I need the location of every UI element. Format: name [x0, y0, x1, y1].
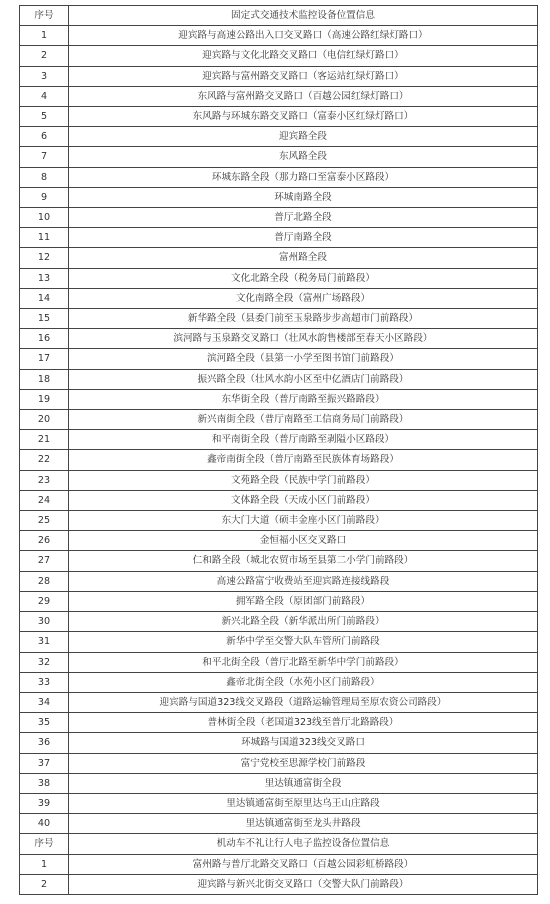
- table-row: [20, 389, 538, 409]
- row-number: 7: [20, 147, 69, 167]
- row-location: 新华路全段（县委门前至玉泉路步步高超市门前路段）: [69, 309, 538, 329]
- row-location: 仁和路全段（城北农贸市场至县第二小学门前路段）: [69, 551, 538, 571]
- table-row: [20, 713, 538, 733]
- table-row: [20, 369, 538, 389]
- table-row: [20, 329, 538, 349]
- row-location: 东风路与富州路交叉路口（百越公园红绿灯路口）: [69, 86, 538, 106]
- row-number: 35: [20, 713, 69, 733]
- row-number: 2: [20, 874, 69, 894]
- row-number: 23: [20, 470, 69, 490]
- table-row: [20, 86, 538, 106]
- table-row: [20, 268, 538, 288]
- row-number: 16: [20, 329, 69, 349]
- row-number: 24: [20, 490, 69, 510]
- table-row: [20, 228, 538, 248]
- row-number: 26: [20, 531, 69, 551]
- table-row: [20, 531, 538, 551]
- row-location: 文化北路全段（税务局门前路段）: [69, 268, 538, 288]
- table-row: [20, 612, 538, 632]
- row-location: 拥军路全段（原团部门前路段）: [69, 591, 538, 611]
- table-row: [20, 208, 538, 228]
- camera-location-table: [19, 5, 538, 895]
- table-row: [20, 410, 538, 430]
- row-location: 鑫帝北街全段（水苑小区门前路段）: [69, 672, 538, 692]
- row-number: 28: [20, 571, 69, 591]
- table-row: [20, 470, 538, 490]
- table-row: [20, 854, 538, 874]
- row-number: 1: [20, 26, 69, 46]
- row-number: 17: [20, 349, 69, 369]
- row-location: 新兴北路全段（新华派出所门前路段）: [69, 612, 538, 632]
- row-location: 环城路与国道323线交叉路口: [69, 733, 538, 753]
- table-body: [20, 6, 538, 895]
- table-row: [20, 551, 538, 571]
- row-number: 19: [20, 389, 69, 409]
- row-number: 34: [20, 692, 69, 712]
- row-location: 富宁党校至思源学校门前路段: [69, 753, 538, 773]
- table-row: [20, 430, 538, 450]
- row-location: 金恒福小区交叉路口: [69, 531, 538, 551]
- row-location: 文苑路全段（民族中学门前路段）: [69, 470, 538, 490]
- table-row: [20, 248, 538, 268]
- row-number: 33: [20, 672, 69, 692]
- row-number: 1: [20, 854, 69, 874]
- row-location: 里达镇通富街至龙头井路段: [69, 814, 538, 834]
- camera-location-table-container: [19, 5, 537, 895]
- row-location: 富州路与普厅北路交叉路口（百越公园彩虹桥路段）: [69, 854, 538, 874]
- table-row: [20, 652, 538, 672]
- row-number: 6: [20, 127, 69, 147]
- table-row: [20, 591, 538, 611]
- row-location: 里达镇通富街全段: [69, 773, 538, 793]
- row-number: 10: [20, 208, 69, 228]
- table-row: [20, 46, 538, 66]
- table-row: [20, 692, 538, 712]
- row-location: 迎宾路与富州路交叉路口（客运站红绿灯路口）: [69, 66, 538, 86]
- table-row: [20, 733, 538, 753]
- table-row: [20, 66, 538, 86]
- table-row: [20, 571, 538, 591]
- row-number: 8: [20, 167, 69, 187]
- table-row: [20, 147, 538, 167]
- row-location: 文体路全段（天成小区门前路段）: [69, 490, 538, 510]
- row-number: 39: [20, 793, 69, 813]
- row-number: 27: [20, 551, 69, 571]
- table-row: [20, 187, 538, 207]
- row-location: 新华中学至交警大队车管所门前路段: [69, 632, 538, 652]
- table-row: [20, 874, 538, 894]
- row-number: 36: [20, 733, 69, 753]
- section1-header-number: 序号: [20, 6, 69, 26]
- row-location: 和平北街全段（普厅北路至新华中学门前路段）: [69, 652, 538, 672]
- row-number: 31: [20, 632, 69, 652]
- section2-header-row: [20, 834, 538, 854]
- row-number: 9: [20, 187, 69, 207]
- row-number: 5: [20, 107, 69, 127]
- row-number: 14: [20, 288, 69, 308]
- section1-header-row: [20, 6, 538, 26]
- row-number: 21: [20, 430, 69, 450]
- row-location: 富州路全段: [69, 248, 538, 268]
- row-number: 37: [20, 753, 69, 773]
- row-location: 普厅南路全段: [69, 228, 538, 248]
- table-row: [20, 167, 538, 187]
- table-row: [20, 349, 538, 369]
- row-location: 里达镇通富街至原里达乌王山庄路段: [69, 793, 538, 813]
- row-number: 38: [20, 773, 69, 793]
- row-number: 4: [20, 86, 69, 106]
- row-number: 11: [20, 228, 69, 248]
- table-row: [20, 309, 538, 329]
- table-row: [20, 773, 538, 793]
- row-location: 滨河路与玉泉路交叉路口（壮风水韵售楼部至春天小区路段）: [69, 329, 538, 349]
- row-location: 滨河路全段（县第一小学至图书馆门前路段）: [69, 349, 538, 369]
- table-row: [20, 107, 538, 127]
- row-location: 振兴路全段（壮风水韵小区至中亿酒店门前路段）: [69, 369, 538, 389]
- table-row: [20, 26, 538, 46]
- row-location: 迎宾路与高速公路出入口交叉路口（高速公路红绿灯路口）: [69, 26, 538, 46]
- row-number: 22: [20, 450, 69, 470]
- row-location: 迎宾路与国道323线交叉路段（道路运输管理局至原农资公司路段）: [69, 692, 538, 712]
- row-number: 3: [20, 66, 69, 86]
- row-number: 20: [20, 410, 69, 430]
- row-number: 2: [20, 46, 69, 66]
- row-number: 32: [20, 652, 69, 672]
- table-row: [20, 793, 538, 813]
- row-location: 普厅北路全段: [69, 208, 538, 228]
- row-location: 迎宾路与新兴北街交叉路口（交警大队门前路段）: [69, 874, 538, 894]
- row-number: 30: [20, 612, 69, 632]
- row-number: 25: [20, 511, 69, 531]
- row-location: 环城东路全段（那力路口至富泰小区路段）: [69, 167, 538, 187]
- row-location: 迎宾路全段: [69, 127, 538, 147]
- row-location: 环城南路全段: [69, 187, 538, 207]
- row-number: 13: [20, 268, 69, 288]
- row-number: 15: [20, 309, 69, 329]
- row-location: 高速公路富宁收费站至迎宾路连接线路段: [69, 571, 538, 591]
- table-row: [20, 490, 538, 510]
- row-location: 文化南路全段（富州广场路段）: [69, 288, 538, 308]
- section1-header-title: 固定式交通技术监控设备位置信息: [69, 6, 538, 26]
- row-number: 29: [20, 591, 69, 611]
- row-location: 东大门大道（硕丰金座小区门前路段）: [69, 511, 538, 531]
- section2-header-title: 机动车不礼让行人电子监控设备位置信息: [69, 834, 538, 854]
- table-row: [20, 814, 538, 834]
- table-row: [20, 632, 538, 652]
- table-row: [20, 288, 538, 308]
- section2-header-number: 序号: [20, 834, 69, 854]
- table-row: [20, 753, 538, 773]
- table-row: [20, 672, 538, 692]
- table-row: [20, 127, 538, 147]
- row-location: 和平南街全段（普厅南路至剥隘小区路段）: [69, 430, 538, 450]
- row-number: 40: [20, 814, 69, 834]
- row-number: 12: [20, 248, 69, 268]
- row-location: 迎宾路与文化北路交叉路口（电信红绿灯路口）: [69, 46, 538, 66]
- row-location: 普林街全段（老国道323线至普厅北路路段）: [69, 713, 538, 733]
- row-number: 18: [20, 369, 69, 389]
- table-row: [20, 511, 538, 531]
- row-location: 东风路与环城东路交叉路口（富泰小区红绿灯路口）: [69, 107, 538, 127]
- row-location: 东风路全段: [69, 147, 538, 167]
- row-location: 东华街全段（普厅南路至振兴路路段）: [69, 389, 538, 409]
- row-location: 新兴南街全段（普厅南路至工信商务局门前路段）: [69, 410, 538, 430]
- table-row: [20, 450, 538, 470]
- row-location: 鑫帝南街全段（普厅南路至民族体育场路段）: [69, 450, 538, 470]
